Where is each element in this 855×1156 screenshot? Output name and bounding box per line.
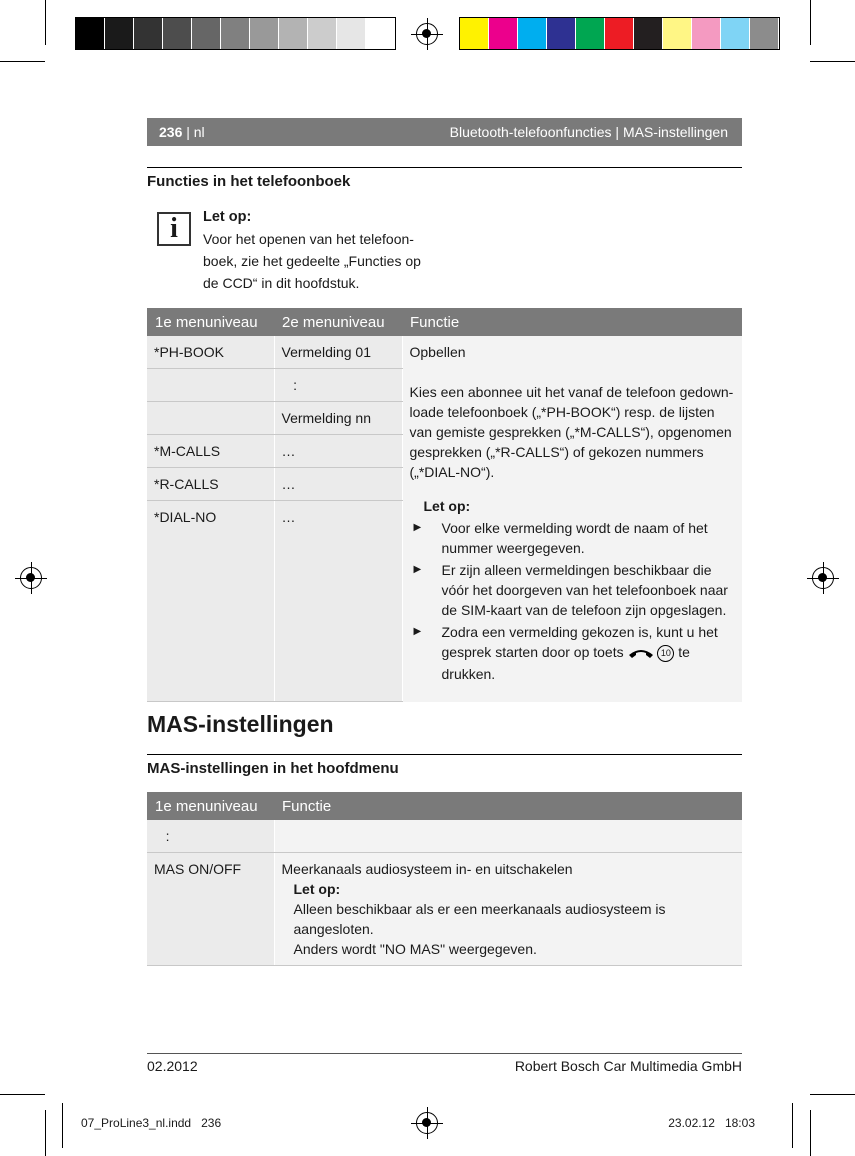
- color-swatch: [134, 18, 163, 49]
- color-swatch: [576, 18, 605, 49]
- process-color-bar: [459, 17, 780, 50]
- list-item: [410, 560, 736, 620]
- color-swatch: [76, 18, 105, 49]
- bullet-text: Er zijn alleen vermeldingen beschikbaar die vóór het doorgeven van het telefoonboek naar de SIM-kaart van de telefoon zijn opgeslagen.: [441, 562, 728, 618]
- note-line: Voor het openen van het telefoon-: [203, 231, 414, 247]
- table-cell: [274, 853, 742, 966]
- color-swatch: [192, 18, 221, 49]
- color-swatch: [489, 18, 518, 49]
- registration-mark-icon: [416, 1112, 438, 1134]
- slug-file: 07_ProLine3_nl.indd 236: [81, 1116, 222, 1130]
- color-swatch: [163, 18, 192, 49]
- table-cell: [147, 402, 274, 435]
- table-cell: *M-CALLS: [147, 435, 274, 468]
- page-heading: MAS-instellingen: [147, 711, 334, 737]
- color-swatch: [663, 18, 692, 49]
- divider: [147, 1053, 742, 1054]
- table-cell: *DIAL-NO: [147, 501, 274, 702]
- column-header: 1e menuniveau: [147, 792, 274, 820]
- color-swatch: [250, 18, 279, 49]
- crop-mark: [810, 1110, 811, 1156]
- table-cell: [274, 820, 742, 853]
- section-heading: MAS-instellingen in het hoofdmenu: [147, 760, 399, 777]
- phone-handset-icon: [628, 644, 654, 664]
- color-swatch: [692, 18, 721, 49]
- color-swatch: [221, 18, 250, 49]
- color-swatch: [279, 18, 308, 49]
- crop-mark: [810, 0, 811, 45]
- crop-mark: [810, 1094, 855, 1095]
- color-swatch: [547, 18, 576, 49]
- table-cell: Vermelding nn: [274, 402, 402, 435]
- crop-mark: [45, 0, 46, 45]
- note-title: Let op:: [423, 498, 471, 514]
- slug-timestamp: 23.02.12 18:03: [668, 1116, 755, 1130]
- table-cell: [147, 369, 274, 402]
- note-box: [203, 206, 428, 294]
- column-header: Functie: [274, 792, 742, 820]
- function-description: Meerkanaals audiosysteem in- en uitschakelen: [281, 861, 573, 877]
- crop-mark: [810, 61, 855, 62]
- section-heading: Functies in het telefoonboek: [147, 173, 351, 190]
- phonebook-menu-table: [147, 308, 742, 702]
- table-cell: :: [147, 820, 274, 853]
- column-header: 2e menuniveau: [274, 308, 402, 336]
- color-swatch: [366, 18, 395, 49]
- bullet-text: te drukken.: [441, 644, 690, 682]
- table-cell: MAS ON/OFF: [147, 853, 274, 966]
- list-item: [410, 622, 736, 684]
- table-row: [147, 336, 742, 369]
- info-icon: i: [157, 212, 191, 246]
- crop-mark: [0, 1094, 45, 1095]
- crop-mark: [792, 1103, 793, 1148]
- function-title: Opbellen: [409, 344, 466, 360]
- section-title: Bluetooth-telefoonfuncties | MAS-instellingen: [449, 124, 728, 140]
- table-cell: Vermelding 01: [274, 336, 402, 369]
- table-cell: …: [274, 501, 402, 702]
- table-cell: *PH-BOOK: [147, 336, 274, 369]
- function-cell: [402, 336, 742, 702]
- table-row: [147, 820, 742, 853]
- function-description: Kies een abonnee uit het vanaf de telefoon gedown-loade telefoonboek („*PH-BOOK“) resp. de lijsten van gemiste gesprekken („*M-CALLS“), opgenomen gesprekken („*R-CALLS“) of gekozen nummers („*DIAL-NO“).: [409, 384, 734, 480]
- crop-mark: [62, 1103, 63, 1148]
- crop-mark: [45, 1110, 46, 1156]
- running-header: [147, 118, 742, 146]
- triangle-bullet-icon: ▶: [413, 626, 422, 637]
- note-line: Alleen beschikbaar als er een meerkanaals audiosysteem is aangesloten.: [293, 901, 666, 937]
- bullet-text: Zodra een vermelding gekozen is, kunt u het gesprek starten door op toets: [441, 624, 718, 660]
- grayscale-color-bar: [75, 17, 396, 50]
- color-swatch: [337, 18, 366, 49]
- key-10-icon: 10: [657, 645, 674, 662]
- note-line: Anders wordt "NO MAS" weergegeven.: [293, 941, 537, 957]
- triangle-bullet-icon: ▶: [413, 564, 422, 575]
- note-line: de CCD“ in dit hoofdstuk.: [203, 275, 360, 291]
- footer-company: Robert Bosch Car Multimedia GmbH: [514, 1058, 742, 1074]
- language-code: | nl: [182, 124, 205, 140]
- note-title: Let op:: [203, 209, 252, 225]
- color-swatch: [518, 18, 547, 49]
- color-swatch: [721, 18, 750, 49]
- registration-mark-icon: [20, 567, 42, 589]
- table-row: [147, 853, 742, 966]
- list-item: [410, 518, 736, 558]
- footer-date: 02.2012: [147, 1058, 198, 1074]
- color-swatch: [460, 18, 489, 49]
- mas-menu-table: [147, 792, 742, 966]
- table-cell: …: [274, 468, 402, 501]
- triangle-bullet-icon: ▶: [413, 522, 422, 533]
- note-title: Let op:: [293, 881, 341, 897]
- color-swatch: [605, 18, 634, 49]
- color-swatch: [750, 18, 779, 49]
- crop-mark: [0, 61, 45, 62]
- table-cell: :: [274, 369, 402, 402]
- color-swatch: [105, 18, 134, 49]
- color-swatch: [634, 18, 663, 49]
- bullet-text: Voor elke vermelding wordt de naam of het nummer weergegeven.: [441, 520, 708, 556]
- note-line: boek, zie het gedeelte „Functies op: [203, 253, 421, 269]
- table-cell: …: [274, 435, 402, 468]
- page-number: 236: [159, 124, 183, 140]
- divider: [147, 754, 742, 755]
- divider: [147, 167, 742, 168]
- column-header: Functie: [402, 308, 742, 336]
- registration-mark-icon: [812, 567, 834, 589]
- color-swatch: [308, 18, 337, 49]
- column-header: 1e menuniveau: [147, 308, 274, 336]
- registration-mark-icon: [416, 23, 438, 45]
- table-cell: *R-CALLS: [147, 468, 274, 501]
